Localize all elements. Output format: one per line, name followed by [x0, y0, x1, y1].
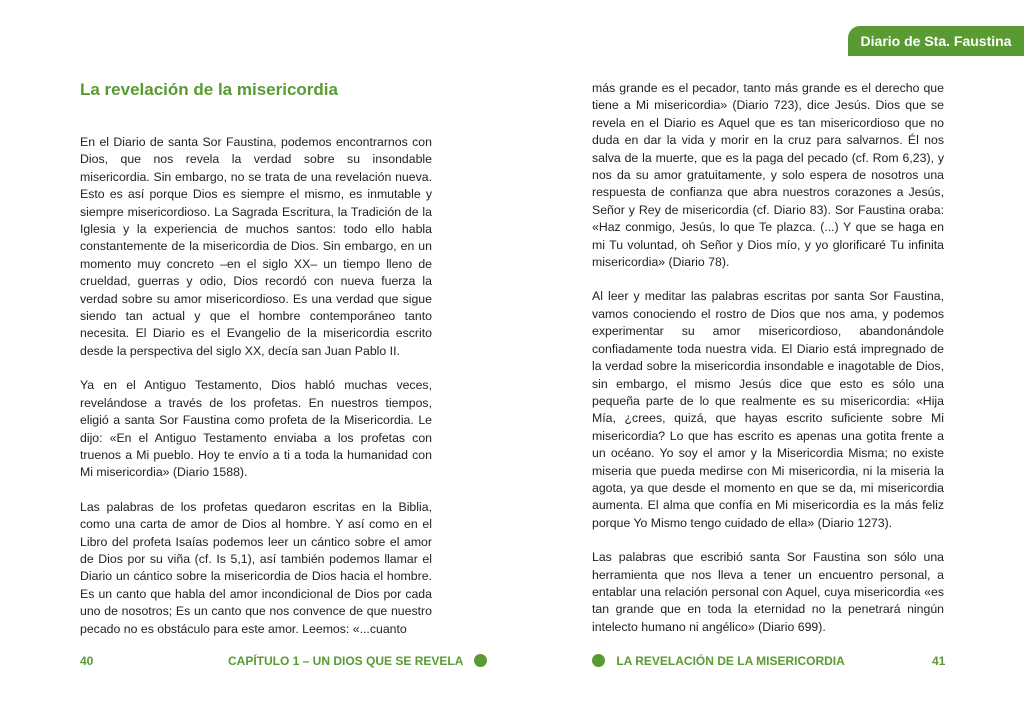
left-text-column: [80, 134, 432, 655]
page-title: La revelación de la misericordia: [80, 80, 338, 99]
running-head: [228, 654, 487, 668]
page-number: 41: [932, 654, 946, 668]
running-head: [592, 654, 845, 668]
paragraph: más grande es el pecador, tanto más grande es el derecho que tiene a Mi misericordia» (Diario 723), dice Jesús. Dios que se revela en el Diario es Aquel que es tan misericordioso que no duda en dar la vida y morir en la cruz para salvarnos. Él nos salva de la muerte, que es la paga del pecado (cf. Rom 6,23), y nos da su amor gratuitamente, y solo espera de nosotros una respuesta de confianza que abra nuestros corazones a Jesús, Señor y Rey de misericordia (cf. Diario 83). Sor Faustina oraba: «Haz conmigo, Jesús, lo que Te plazca. (...) Y que se haga en mi Tu voluntad, oh Señor y Dios mío, y yo glorificaré Tu infinita misericordia» (Diario 78).: [592, 81, 944, 270]
bullet-dot-icon: [592, 654, 605, 667]
bullet-dot-icon: [474, 654, 487, 667]
paragraph: Ya en el Antiguo Testamento, Dios habló muchas veces, revelándose a través de los profetas. En nuestros tiempos, eligió a santa Sor Faustina como profeta de la Misericordia. Le dijo: «En el Antiguo Testamento enviaba a los profetas con truenos a Mi pueblo. Hoy te envío a ti a toda la humanidad con Mi misericordia» (Diario 1588).: [80, 378, 432, 480]
paragraph: Las palabras de los profetas quedaron escritas en la Biblia, como una carta de amor de Dios al hombre. Y así como en el Libro del profeta Isaías podemos leer un cántico sobre el amor de Dios por su viña (cf. Is 5,1), así también podemos llamar el Diario un cántico sobre la misericordia de Dios hacia el hombre. Es un canto que habla del amor incondicional de Dios por cada uno de nosotros; Es un canto que nos convence de que nuestro pecado no es obstáculo para este amor. Leemos: «...cuanto: [80, 499, 432, 636]
running-head-text: LA REVELACIÓN DE LA MISERICORDIA: [616, 654, 845, 668]
page-number: 40: [80, 654, 94, 668]
right-page: [512, 0, 1024, 703]
running-head-text: CAPÍTULO 1 – UN DIOS QUE SE REVELA: [228, 654, 463, 668]
paragraph: Al leer y meditar las palabras escritas por santa Sor Faustina, vamos conociendo el rostro de Dios que nos ama, y podemos experimentar su amor misericordioso, abandonándole confiadamente toda nuestra vida. El Diario está impregnado de la verdad sobre la misericordia insondable e inagotable de Dios, sin embargo, el mismo Jesús dice que esto es sólo una pequeña parte de lo que realmente es su misericordia: «Hija Mía, ¿crees, quizá, que hayas escrito suficiente sobre Mi misericordia? Lo que has escrito es apenas una gotita frente a un océano. Yo soy el amor y la Misericordia Misma; no existe miseria que pueda medirse con Mi misericordia, ni la miseria la agota, ya que desde el momento en que se da, mi misericordia aumenta. El alma que confía en Mi misericordia es la más feliz porque Yo Mismo tengo cuidado de ella» (Diario 1273).: [592, 289, 944, 530]
paragraph: Las palabras que escribió santa Sor Faustina son sólo una herramienta que nos lleva a tener un encuentro personal, a entablar una relación personal con Aquel, cuya misericordia «es tan grande que en toda la eternidad no la penetrará ningún intelecto humano ni angélico» (Diario 699).: [592, 550, 944, 634]
paragraph: En el Diario de santa Sor Faustina, podemos encontrarnos con Dios, que nos revela la verdad sobre su insondable misericordia. Sin embargo, no se trata de una revelación nueva. Esto es así porque Dios es siempre el mismo, es inmutable y siempre misericordioso. La Sagrada Escritura, la Tradición de la Iglesia y la experiencia de muchos santos: todo ello habla constantemente de la misericordia de Dios. Sin embargo, en un momento muy concreto –en el siglo XX– un tiempo lleno de crueldad, guerras y odio, Dios recordó con nueva fuerza la verdad sobre su amor misericordioso. Es una verdad que sigue siendo tan actual y que el hombre contemporáneo tanto necesita. El Diario es el Evangelio de la misericordia escrito desde la perspectiva del siglo XX, decía san Juan Pablo II.: [80, 135, 432, 358]
right-text-column: [592, 80, 944, 653]
book-title-tab: Diario de Sta. Faustina: [848, 26, 1024, 56]
